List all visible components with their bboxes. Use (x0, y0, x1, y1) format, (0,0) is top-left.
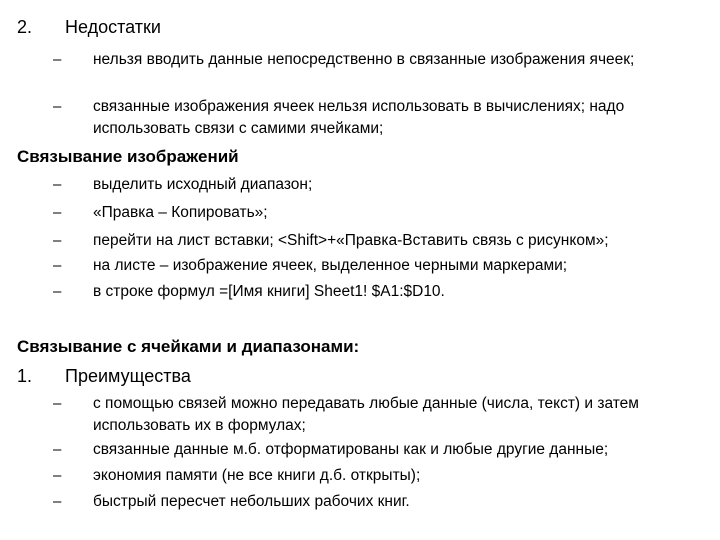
section3-item-4: быстрый пересчет небольших рабочих книг. (93, 493, 410, 510)
dash-marker: – (53, 51, 62, 68)
section2-item-1: выделить исходный диапазон; (93, 176, 313, 193)
dash-marker: – (53, 232, 62, 249)
dash-marker: – (53, 257, 62, 274)
dash-marker: – (53, 204, 62, 221)
dash-marker: – (53, 467, 62, 484)
dash-marker: – (53, 98, 62, 115)
section1-item-2: связанные изображения ячеек нельзя использовать в вычислениях; надо использовать связи с самими ячейками; (93, 98, 625, 137)
section1-number: 2. (17, 17, 33, 37)
section1-title: Недостатки (65, 17, 161, 37)
section3-item-2: связанные данные м.б. отформатированы как и любые другие данные; (93, 441, 609, 458)
dash-marker: – (53, 283, 62, 300)
section1-item-1: нельзя вводить данные непосредственно в связанные изображения ячеек; (93, 51, 635, 68)
dash-marker: – (53, 176, 62, 193)
section2-item-3: перейти на лист вставки; <Shift>+«Правка-Вставить связь с рисунком»; (93, 232, 609, 249)
dash-marker: – (53, 493, 62, 510)
section2-item-4: на листе – изображение ячеек, выделенное черными маркерами; (93, 257, 568, 274)
section3-title: Преимущества (65, 366, 191, 386)
section3-item-1: с помощью связей можно передавать любые данные (числа, текст) и затем использовать их в формулах; (93, 395, 639, 434)
section3-number: 1. (17, 366, 33, 386)
section3-item-3: экономия памяти (не все книги д.б. открыты); (93, 467, 421, 484)
dash-marker: – (53, 441, 62, 458)
section3-heading: Связывание с ячейками и диапазонами: (17, 337, 360, 356)
section2-item-5: в строке формул =[Имя книги] Sheet1! $A1:$D10. (93, 283, 445, 300)
section2-heading: Связывание изображений (17, 147, 239, 166)
section2-item-2: «Правка – Копировать»; (93, 204, 268, 221)
dash-marker: – (53, 395, 62, 412)
